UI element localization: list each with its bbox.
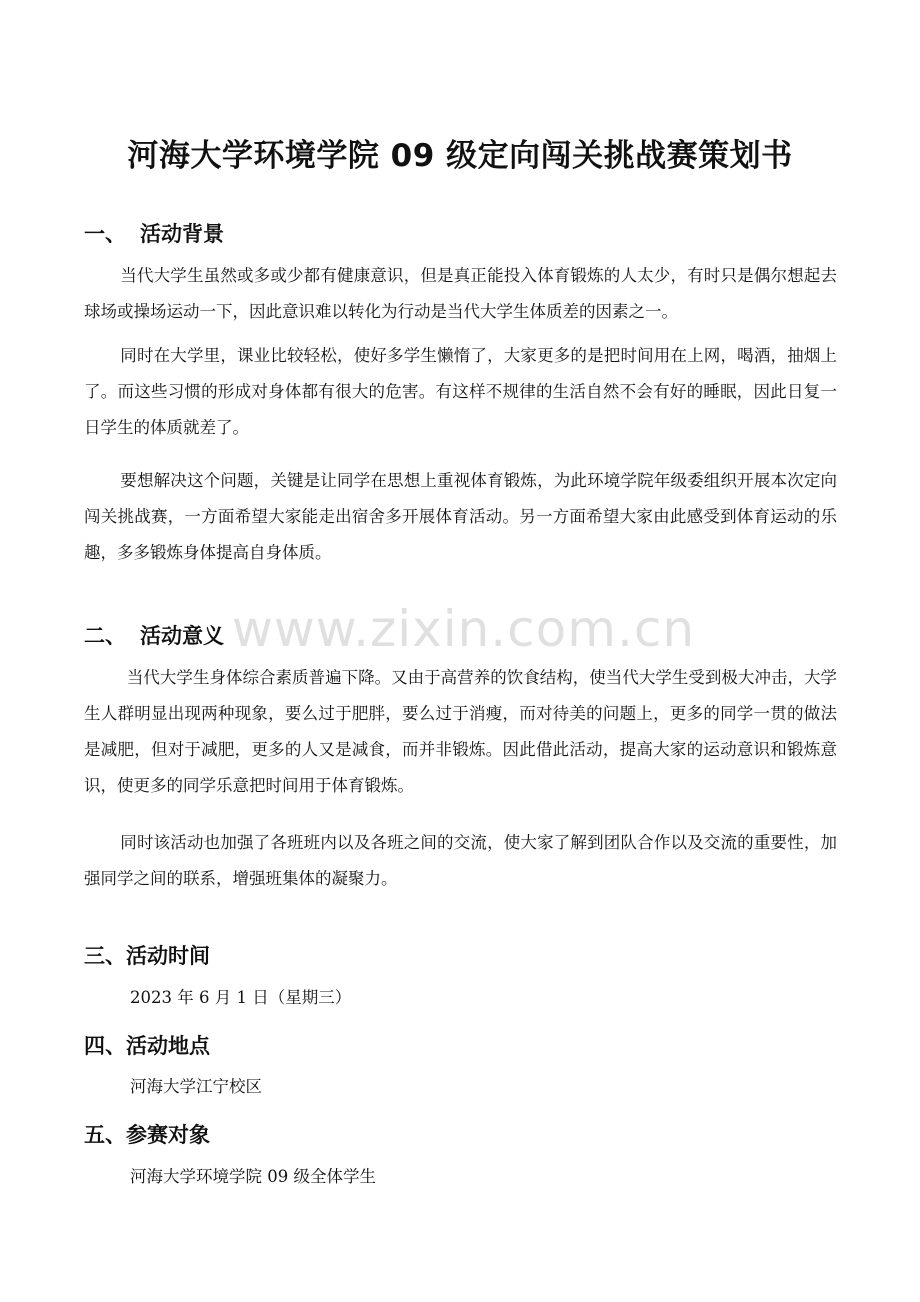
- paragraph: 要想解决这个问题，关键是让同学在思想上重视体育锻炼，为此环境学院年级委组织开展本次定向闯关挑战赛，一方面希望大家能走出宿舍多开展体育活动。另一方面希望大家由此感受到体育运动的乐趣，多多锻炼身体提高自身体质。: [84, 471, 837, 562]
- section-number: 五、: [84, 1123, 126, 1147]
- section-heading-location: [84, 1030, 210, 1060]
- paragraph: 同时在大学里，课业比较轻松，使好多学生懒惰了，大家更多的是把时间用在上网，喝酒，抽烟上了。而这些习惯的形成对身体都有很大的危害。有这样不规律的生活自然不会有好的睡眠，因此日复一日学生的体质就差了。: [84, 346, 837, 437]
- section-number: 三、: [84, 944, 126, 968]
- section-title: 活动地点: [126, 1034, 210, 1058]
- section-title: 参赛对象: [126, 1123, 210, 1147]
- event-date: 2023 年 6 月 1 日（星期三）: [130, 988, 352, 1007]
- section-heading-time: [84, 940, 210, 970]
- paragraph: 当代大学生身体综合素质普遍下降。又由于高营养的饮食结构，使当代大学生受到极大冲击，大学生人群明显出现两种现象，要么过于肥胖，要么过于消瘦，而对待美的问题上，更多的同学一贯的做法是减肥，但对于减肥，更多的人又是减食，而并非锻炼。因此借此活动，提高大家的运动意识和锻炼意识，使更多的同学乐意把时间用于体育锻炼。: [84, 668, 837, 795]
- paragraph: 当代大学生虽然或多或少都有健康意识，但是真正能投入体育锻炼的人太少，有时只是偶尔想起去球场或操场运动一下，因此意识难以转化为行动是当代大学生体质差的因素之一。: [84, 266, 837, 321]
- section-number: 二、: [84, 624, 126, 648]
- section-title: 活动时间: [126, 944, 210, 968]
- event-participants: 河海大学环境学院 09 级全体学生: [130, 1167, 376, 1186]
- section-heading-background: [84, 218, 224, 248]
- section-heading-significance: [84, 620, 224, 650]
- section-heading-participants: [84, 1119, 210, 1149]
- event-location: 河海大学江宁校区: [130, 1077, 262, 1096]
- paragraph: 同时该活动也加强了各班班内以及各班之间的交流，使大家了解到团队合作以及交流的重要性，加强同学之间的联系，增强班集体的凝聚力。: [84, 833, 837, 888]
- document-title: 河海大学环境学院 09 级定向闯关挑战赛策划书: [127, 138, 793, 174]
- section-number: 一、: [84, 222, 126, 246]
- section-title: 活动意义: [140, 624, 224, 648]
- section-title: 活动背景: [140, 222, 224, 246]
- watermark: www.zixin.com.cn: [232, 600, 696, 658]
- section-number: 四、: [84, 1034, 126, 1058]
